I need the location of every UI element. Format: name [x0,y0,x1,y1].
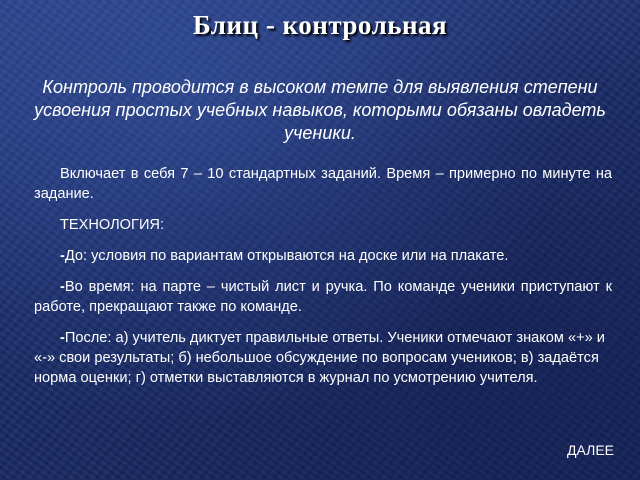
before-paragraph [34,246,612,266]
intro-paragraph: Включает в себя 7 – 10 стандартных заданий. Время – примерно по минуте на задание. [34,166,612,202]
slide-lead-text: Контроль проводится в высоком темпе для выявления степени усвоения простых учебных навыков, которыми обязаны овладеть ученики. [34,77,606,143]
technology-heading: ТЕХНОЛОГИЯ: [60,217,165,233]
after-text: После: а) учитель диктует правильные ответы. Ученики отмечают знаком «+» и «-» свои результаты; б) небольшое обсуждение по вопросам учеников; в) задаётся норма оценки; г) отметки выставляются в журнал по усмотрению учителя. [34,330,605,386]
during-paragraph [34,277,612,317]
next-link[interactable]: ДАЛЕЕ [567,442,614,458]
slide-title: Блиц - контрольная [192,10,448,40]
bullet-marker: - [60,330,65,346]
bullet-marker: - [60,279,65,295]
after-paragraph [34,328,612,388]
slide-body [34,164,612,388]
bullet-marker: - [60,248,65,264]
during-text: Во время: на парте – чистый лист и ручка. По команде ученики приступают к работе, прекращают также по команде. [34,279,612,315]
before-text: До: условия по вариантам открываются на доске или на плакате. [64,248,509,264]
